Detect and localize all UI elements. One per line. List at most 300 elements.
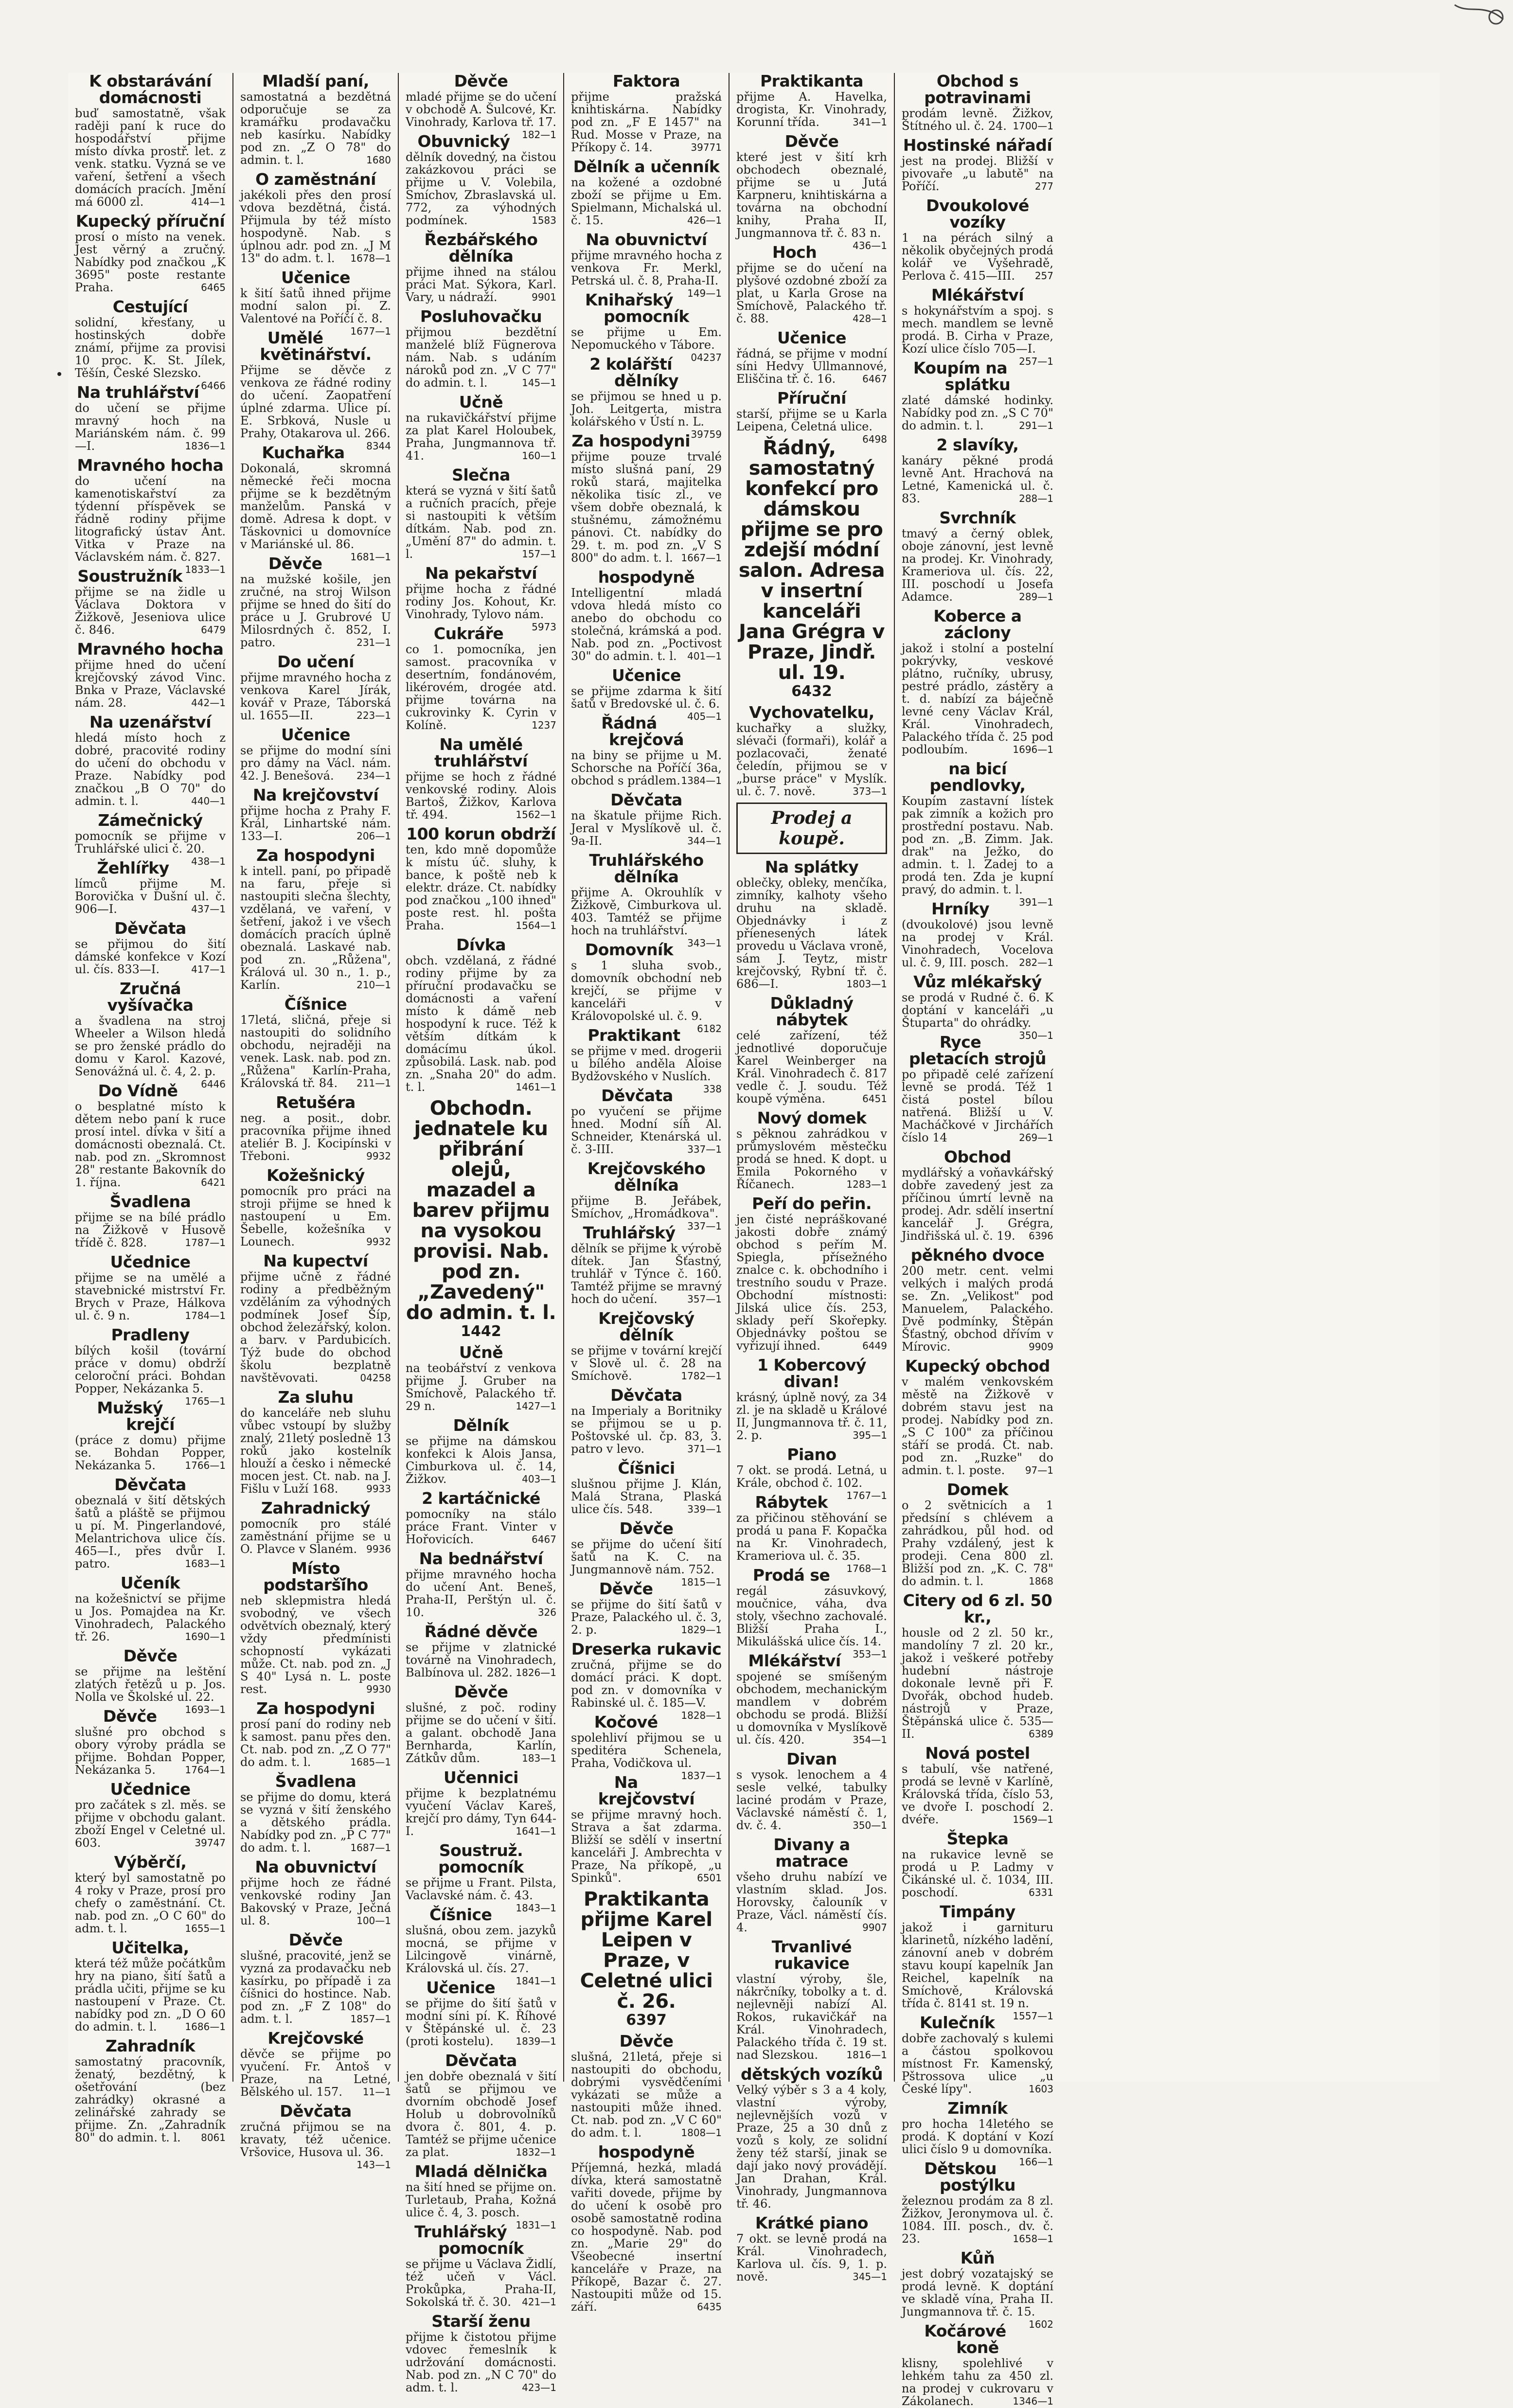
ad-text: samostatná a bezdětná odporučuje se za kramářku prodavačku neb kasírku. Nabídky pod zn. „Z O 78" do admin. t. l. 1680 xyxy=(240,90,391,167)
classified-ad xyxy=(406,736,556,821)
ad-text: přijme pražská knihtiskárna. Nabídky pod zn. „F E 1457" na Rud. Mosse v Praze, na Příkopy č. 14. 39771 xyxy=(571,90,722,154)
ad-code: 354—1 xyxy=(853,1734,887,1746)
ad-title: Na umělé truhlářství xyxy=(434,735,528,770)
ad-title: Děvčata xyxy=(114,919,186,938)
ad-code: 353—1 xyxy=(853,1648,887,1660)
ad-code: 04258 xyxy=(360,1372,391,1384)
ad-title: Za hospodyni xyxy=(571,431,691,450)
classified-ad xyxy=(571,1519,722,1588)
ad-title: Soustružník xyxy=(77,567,182,586)
ad-text: (dvoukolové) jsou levně na prodej v Král. Vinohradech, Vocelova ul. č. 9, III. posch. 282—1 xyxy=(902,918,1053,969)
ad-code: 143—1 xyxy=(356,2159,391,2171)
ad-code: 289—1 xyxy=(1019,591,1053,603)
ad-text: která se vyzná v šití šatů a ručních pracích, přeje si nastoupiti k větším dítkám. Nab. pod zn. „Umění 87" do admin. t. l. 157—1 xyxy=(406,484,556,561)
ad-text: oblečky, obleky, menčíka, zimníky, kalhoty všeho druhu na skladě. Objednávky i z příenesených látek provedu u Václava vroně, sám J. Teytz, mistr krejčovský, Rybní tř. č. 686—I. 1803—1 xyxy=(736,876,887,991)
ad-code: 423—1 xyxy=(522,2382,556,2393)
ad-columns xyxy=(68,71,1440,2408)
ad-code: 414—1 xyxy=(191,196,226,208)
ad-title: Koupím na splátku xyxy=(913,358,1011,394)
ad-code: 231—1 xyxy=(356,637,391,648)
classified-ad xyxy=(75,860,226,915)
ad-code: 421—1 xyxy=(522,2296,556,2308)
ad-title: Děvče xyxy=(123,1646,178,1665)
ad-code: 1677—1 xyxy=(350,325,391,337)
ad-title: Za hospodyni xyxy=(256,1699,375,1718)
ad-title: K obstarávání domácnosti xyxy=(89,71,212,107)
ad-text: starší, přijme se u Karla Leipena, Celetná ulice. 6498 xyxy=(736,407,887,445)
ad-title: Na splátky xyxy=(765,857,859,876)
classified-ad xyxy=(240,268,391,337)
ad-text: pomocník se přijme v Truhlářské ulici č. 20. 438—1 xyxy=(75,829,226,867)
ad-title: Posluhovačku xyxy=(420,307,542,326)
ad-code: 1816—1 xyxy=(846,2049,887,2061)
ad-code: 6466 xyxy=(201,380,226,392)
ad-code: 1687—1 xyxy=(350,1842,391,1854)
ad-title: Děvče xyxy=(454,1682,508,1701)
ad-title: Rábytek xyxy=(755,1493,828,1512)
ad-text: na kožešnictví se přijme u Jos. Pomajdea na Kr. Vinohradech, Palackého tř. 26. 1690—1 xyxy=(75,1592,226,1643)
classified-ad xyxy=(75,1854,226,1935)
ad-title: Děvčata xyxy=(601,1086,673,1105)
ad-text: se přijme do učení šití šatů na K. C. na Jungmannově nám. 752. 1815—1 xyxy=(571,1537,722,1588)
ad-text: jakékoli přes den prosí vdova bezdětná, čistá. Přijmula by též místo hospodyně. Nab. s úplnou adr. pod zn. „J M 13" do adm. t. l. 1678—1 xyxy=(240,188,391,265)
ad-code: 160—1 xyxy=(522,450,556,462)
ad-title: Na bednářství xyxy=(419,1549,543,1568)
classified-ad xyxy=(75,979,226,1090)
ad-title: Mladá dělnička xyxy=(414,2162,548,2181)
ad-title: Řádná krejčová xyxy=(601,713,684,749)
ad-text: slušnou přijme J. Klán, Malá Strana, Plaská ulice čís. 548. 339—1 xyxy=(571,1477,722,1516)
classified-ad xyxy=(902,2015,1053,2095)
torn-corner-mark xyxy=(1450,0,1508,44)
ad-code: 1700—1 xyxy=(1013,120,1053,132)
ad-text: pomocníky na stálo práce Frant. Vinter v Hořovicích. 6467 xyxy=(406,1507,556,1546)
ad-text: pro hocha 14letého se prodá. K doptání v Kozí ulici číslo 9 u domovníka. 166—1 xyxy=(902,2117,1053,2168)
ad-title: Mlékářství xyxy=(931,285,1024,304)
ad-code: 9901 xyxy=(532,291,556,303)
ad-title: Vychovatelku, xyxy=(749,703,874,722)
classified-ad xyxy=(736,389,887,445)
classified-ad xyxy=(406,1344,556,1412)
classified-ad xyxy=(240,787,391,842)
classified-ad xyxy=(75,384,226,452)
ad-code: 210—1 xyxy=(356,979,391,991)
ad-code: 1690—1 xyxy=(185,1631,226,1642)
ad-code: 100—1 xyxy=(356,1915,391,1926)
ad-title: Hostinské nářadí xyxy=(903,136,1052,155)
ad-title: Učně xyxy=(459,1343,503,1362)
classified-ad xyxy=(736,1357,887,1442)
classified-ad xyxy=(240,1389,391,1495)
ad-title: Truhlářský xyxy=(583,1223,676,1242)
ad-text: obch. vzdělaná, z řádné rodiny přijme by za příruční prodavačku se domácnosti a vaření místo k dámě neb hospodyní k ruce. Též k větším dítkám k domácímu úkol. způsobilá. Lask. nab. pod zn. „Snaha 20" do adm. t. l. 1461—1 xyxy=(406,954,556,1094)
classified-ad xyxy=(571,230,722,299)
ad-text: v malém venkovském městě na Žižkově v dobrém stavu jest na prodej. Nabídky pod zn. „S C 100" za příčinou stáří se prodá. Ct. nab. pod zn. „Ruzke" do admin. t. l. poste. 97—1 xyxy=(902,1375,1053,1477)
classified-ad xyxy=(902,1358,1053,1477)
classified-ad xyxy=(902,901,1053,969)
ad-text: 17letá, sličná, přeje si nastoupiti do solidního obchodu, nejraději na venek. Lask. nab. pod zn. „Růžena" Karlín-Praha, Královská tř. 84. 211—1 xyxy=(240,1013,391,1090)
ad-code: 1461—1 xyxy=(516,1081,556,1093)
classified-ad xyxy=(75,1194,226,1249)
ad-code: 1828—1 xyxy=(681,1710,722,1721)
ad-code: 234—1 xyxy=(356,770,391,782)
ad-title: Na krejčovství xyxy=(252,785,379,804)
classified-ad xyxy=(736,132,887,251)
ad-code: 6451 xyxy=(862,1093,887,1105)
ad-code: 1857—1 xyxy=(350,2013,391,2025)
ad-code: 6331 xyxy=(1029,1887,1053,1898)
ad-text: přijme hoch ze řádné venkovské rodiny Jan Bakovský v Praze, Ječná ul. 8. 100—1 xyxy=(240,1876,391,1927)
ad-code: 1766—1 xyxy=(185,1460,226,1471)
ad-text: přijme učně z řádné rodiny a předběžným vzděláním za výhodných podmínek Josef Šíp, obchod železářský, kolon. a barv. v Pardubicích. Týž bude do obchod školu bezplatně navštěvovati. 04258 xyxy=(240,1270,391,1385)
classified-ad xyxy=(406,394,556,462)
ad-title: Domovník xyxy=(585,940,674,959)
ad-code: 1808—1 xyxy=(681,2127,722,2139)
classified-ad xyxy=(240,847,391,991)
ad-text: jest na prodej. Bližší v pivovaře „u labutě" na Poříčí. 277 xyxy=(902,154,1053,193)
ad-code: 9907 xyxy=(862,1922,887,1933)
ad-title: Krejčovský dělník xyxy=(598,1309,694,1344)
ad-title: Citery od 6 zl. 50 kr., xyxy=(903,1591,1052,1626)
ad-code: 8061 xyxy=(201,2132,226,2143)
section-banner: Prodej a koupě. xyxy=(736,803,887,854)
ad-title: Soustruž. pomocník xyxy=(438,1841,524,1876)
ad-title: Děvče xyxy=(103,1707,157,1726)
ad-text: přijme k čistotou přijme vdovec řemeslník k udržování domácnosti. Nab. pod zn. „N C 70" do adm. t. l. 423—1 xyxy=(406,2330,556,2394)
ad-text: co 1. pomocníka, jen samost. pracovníka v desertním, fondánovém, likérovém, drogée atd. přijme továrna na cukrovinky K. Cyrin v Kolíně. 1237 xyxy=(406,642,556,732)
ad-column xyxy=(564,71,730,2314)
classified-ad xyxy=(75,297,226,392)
ad-text: přijme B. Jeřábek, Smíchov, „Hromádkova". 337—1 xyxy=(571,1194,722,1232)
ad-text: na šití hned se přijme on. Turletaub, Praha, Kožná ulice č. 4, 3. posch. 1831—1 xyxy=(406,2180,556,2231)
ad-code: 371—1 xyxy=(687,1443,722,1455)
ad-title: Učennici xyxy=(444,1768,518,1787)
ad-title: Umělé květinářství. xyxy=(260,328,372,364)
ad-code: 182—1 xyxy=(522,129,556,141)
ad-code: 223—1 xyxy=(356,710,391,721)
classified-ad xyxy=(571,1159,722,1232)
ad-code: 9932 xyxy=(366,1236,391,1248)
classified-ad xyxy=(240,654,391,722)
ad-code: 39771 xyxy=(691,142,722,153)
ad-text: přijme A. Okrouhlík v Žižkově, Cimburkova ul. 403. Tamtéž se přijme hoch na truhlářství. 343—1 xyxy=(571,886,722,949)
ad-text: dělník dovedný, na čistou zakázkovou práci se přijme u V. Volebila, Smíchov, Zbraslavská ul. 772, za výhodných podmínek. 1583 xyxy=(406,150,556,227)
ad-text: regál zásuvkový, moučnice, váha, dva stoly, všechno zachovalé. Bližší Praha I., Mikulášská ulice čís. 14. 353—1 xyxy=(736,1584,887,1660)
ad-text: se přijme do šití šatů v modní síni pí. K. Říhové v Štěpánské ul. č. 23 (proti kostelu). 1839—1 xyxy=(406,1997,556,2048)
ad-code: 1602 xyxy=(1029,2319,1053,2330)
ad-title: Učednice xyxy=(110,1252,191,1271)
ad-code: 291—1 xyxy=(1019,420,1053,431)
ad-code: 357—1 xyxy=(687,1293,722,1305)
classified-ad xyxy=(571,1640,722,1721)
ad-text: přijme hocha z řádné rodiny Jos. Kohout, Kr. Vinohrady, Tylovo nám. 5973 xyxy=(406,582,556,633)
ad-code: 1686—1 xyxy=(185,2021,226,2033)
ad-title: Obchod s potravinami xyxy=(924,71,1031,107)
ad-text: řádná, se přijme v modní síni Hedvy Ullmannové, Eliščina tř. č. 16. 6467 xyxy=(736,347,887,386)
ad-text: Koupím zastavní lístek pak zimník a kožich pro prostřední postavu. Nab. pod zn. „B. Zimm. Jak. drak" na Ježko, do admin. t. l. Zadej to a prodá ten. Zda je kupní pravý, do admin. t. l. 391—1 xyxy=(902,794,1053,908)
ad-code: 282—1 xyxy=(1019,957,1053,968)
classified-ad xyxy=(571,159,722,227)
ad-title: Trvanlivé rukavice xyxy=(771,1937,852,1973)
ad-title: Faktora xyxy=(612,71,680,90)
ad-code: 1693—1 xyxy=(185,1704,226,1715)
classified-ad xyxy=(571,792,722,847)
classified-ad xyxy=(571,2144,722,2313)
ad-text: s pěknou zahrádkou v průmyslovém městečku prodá se hned. K dopt. u Emila Pokorného v Říčanech. 1283—1 xyxy=(736,1127,887,1191)
ad-text: přijme pouze trvalé místo slušná paní, 29 roků stará, majitelka několika tisíc zl., ve všem dobře obeznalá, k stušnému, zámožnému pánovi. Ct. nabídky do 29. t. m. pod zn. „V S 800" do adm. t. l. 1667—1 xyxy=(571,450,722,565)
ad-text: samostatný pracovník, ženatý, bezdětný, k ošetřování (bez zahrádky) okrasné a zelinářské zahrady se přijme. Zn. „Zahradník 80" do admin. t. l. 8061 xyxy=(75,2055,226,2144)
ad-code: 1641—1 xyxy=(516,1825,556,1837)
ad-text: přijme se na židle u Václava Doktora v Žižkově, Jeseniova ulice č. 846. 6479 xyxy=(75,585,226,637)
ad-text: se přijme do modní síni pro dámy na Václ. nám. 42. J. Benešová. 234—1 xyxy=(240,744,391,783)
ad-title: Na obuvnictví xyxy=(586,230,707,249)
ad-title: Praktikanta xyxy=(760,71,863,90)
ad-title: Kůň xyxy=(960,2248,995,2267)
classified-ad xyxy=(736,1566,887,1660)
ad-text: mydlářský a voňavkářský dobře zavedený jest za příčinou úmrtí levně na prodej. Adr. sdělí insertní kancelář J. Grégra, Jindřišská ul. č. 19. 6396 xyxy=(902,1166,1053,1243)
classified-ad xyxy=(240,1932,391,2025)
ad-code: 6467 xyxy=(862,373,887,385)
ad-title: Cukráře xyxy=(433,624,504,643)
ad-title: Číšnice xyxy=(429,1905,492,1924)
classified-ad xyxy=(571,1460,722,1516)
ad-text: s 1 sluha svob., domovník obchodní neb krejčí, se přijme v kanceláři v Královopolské ul. č. 9. 6182 xyxy=(571,959,722,1035)
ad-title: Děvčata xyxy=(610,1386,682,1405)
ad-code: 1583 xyxy=(532,214,556,226)
classified-ad xyxy=(406,1098,556,1339)
ad-code: 6501 xyxy=(697,1872,722,1884)
ad-title: Piano xyxy=(787,1445,837,1464)
ad-title: Děvče xyxy=(784,132,839,151)
ad-text: Intelligentní mladá vdova hledá místo co anebo do obchodu co stolečná, krámská a pod. Nab. pod zn. „Poctivost 30" do admin. t. l. 401—1 xyxy=(571,586,722,663)
ad-code: 373—1 xyxy=(853,785,887,797)
classified-ad xyxy=(571,290,722,363)
ad-text: přijme se do učení na plyšové ozdobné zboží za plat, u Karla Grose na Smíchově, Palackého tř. č. 88. 428—1 xyxy=(736,261,887,325)
ad-code: 6396 xyxy=(1029,1230,1053,1242)
ad-text: se přijme v zlatnické továrně na Vinohradech, Balbínova ul. 282. 1826—1 xyxy=(406,1641,556,1679)
classified-ad xyxy=(571,433,722,564)
ad-title: Dreserka rukavic xyxy=(571,1640,722,1659)
classified-ad xyxy=(736,1939,887,2061)
classified-ad xyxy=(75,1325,226,1407)
ad-code: 1696—1 xyxy=(1013,744,1053,755)
ad-text: za přičinou stěhování se prodá u pana F. Kopačka na Kr. Vinohradech, Krameriova ul. č. 35. 1768—1 xyxy=(736,1511,887,1574)
ad-title: Důkladný nábytek xyxy=(770,994,854,1029)
ad-code: 1427—1 xyxy=(516,1400,556,1412)
ad-column xyxy=(68,71,233,2144)
ad-title: 2 kolářští dělníky xyxy=(589,355,679,390)
ad-title: Mužský krejčí xyxy=(97,1398,175,1434)
classified-ad xyxy=(571,1225,722,1305)
ad-text: jakož i garnituru klarinetů, nízkého ladění, zánovní aneb v dobrém stavu koupí kapelník Jan Reichel, kapelník na Smíchově, Královská třída č. 8141 st. 19 n. 1557—1 xyxy=(902,1921,1053,2022)
ad-title: Hrníky xyxy=(931,899,990,918)
classified-ad xyxy=(406,625,556,731)
ad-title: Truhlářského dělníka xyxy=(589,851,704,886)
ad-text: po připadě celé zařízení levně se prodá. Též 1 čistá postel bílou natřená. Bližší u V. Macháčkové v Jirchářích číslo 14 269—1 xyxy=(902,1068,1053,1144)
classified-ad xyxy=(902,2099,1053,2168)
ad-code: 6432 xyxy=(791,683,832,700)
ad-title: Příruční xyxy=(777,389,846,408)
ad-code: 1764—1 xyxy=(185,1764,226,1776)
ad-code: 9909 xyxy=(1029,1341,1053,1353)
ad-text: jen dobře obeznalá v šití šatů se přijmou ve dvorním obchodě Josef Holub u dobrovolníků dvora č. 801, 4. p. Tamtéž se přijme učenice za plat. 1832—1 xyxy=(406,2069,556,2159)
ad-title: Na obuvnictví xyxy=(255,1857,376,1876)
ad-text: buď samostatně, však raději paní k ruce do hospodářství přijme místo dívka prostř. let. z venk. statku. Vyzná se ve vaření, šetření a všech domácích pracích. Jmění má 6000 zl. 414—1 xyxy=(75,107,226,209)
ad-code: 1680 xyxy=(366,154,391,166)
classified-ad xyxy=(406,564,556,633)
ad-title: Děvče xyxy=(619,1519,674,1538)
classified-ad xyxy=(240,555,391,649)
ad-title: Děvče xyxy=(268,554,322,573)
classified-ad xyxy=(75,641,226,709)
ad-title: Štepka xyxy=(946,1829,1009,1848)
ad-code: 1557—1 xyxy=(1013,2010,1053,2022)
ad-title: Řádné děvče xyxy=(424,1622,538,1641)
classified-ad xyxy=(240,328,391,452)
ad-text: kanáry pěkné prodá levně Ant. Hrachová na Letné, Kamenická ul. č. 83. 288—1 xyxy=(902,454,1053,505)
ad-title: Do učení xyxy=(277,652,354,671)
ad-title: Cestující xyxy=(112,297,188,316)
ad-text: přijmou bezdětní manželé blíž Fügnerova nám. Nab. s udáním nároků pod zn. „V C 77" do admin. t. l. 145—1 xyxy=(406,325,556,390)
ad-title: Dělník a učenník xyxy=(573,157,720,176)
ad-text: s tabulí, vše natřené, prodá se levně v Karlíně, Královská třída, číslo 53, ve dvoře I. poschodí 2. dvéře. 1569—1 xyxy=(902,1762,1053,1826)
classified-ad xyxy=(736,859,887,990)
ad-text: na rukavice levně se prodá u P. Ladmy v Čikánské ul. č. 1034, III. poschodí. 6331 xyxy=(902,1848,1053,1899)
classified-ad xyxy=(240,1167,391,1248)
ad-text: se přijmou se hned u p. Joh. Leitgerta, mistra kolářského v Ústí n. L. 39759 xyxy=(571,390,722,440)
ad-text: přijme k bezplatnému vyučení Václav Kareš, krejčí pro dámy, Tyn 644-I. 1641—1 xyxy=(406,1786,556,1838)
ad-text: jen čisté nepráškované jakosti dobře známý obchod s peřím M. Spiegla, přísežného znalce c. k. obchodního i trestního soudu v Praze. Obchodní místnosti: Jilská ulice čís. 253, sklady peří Skořepky. Objednávky poštou se vyřizují ihned. 6449 xyxy=(736,1213,887,1353)
classified-ad xyxy=(75,568,226,636)
ad-title: Kupecký obchod xyxy=(905,1356,1050,1375)
ad-title: Učenice xyxy=(777,328,846,347)
classified-ad xyxy=(240,1560,391,1695)
ad-title: Kočárové koně xyxy=(924,2321,1006,2357)
ad-title: 100 korun obdrží xyxy=(406,824,556,843)
ad-code: 401—1 xyxy=(687,650,722,662)
ad-text: tmavý a černý oblek, oboje zánovní, jest levně na prodej. Kr. Vinohrady, Krameriova ul. čís. 22, III. poschodí u Josefa Adamce. 289—1 xyxy=(902,527,1053,604)
ad-code: 1868 xyxy=(1029,1575,1053,1587)
classified-ad xyxy=(902,360,1053,432)
ad-text: s vysok. lenochem a 4 sesle velké, tabulky laciné prodám v Praze, Václavské náměstí č. 1, dv. č. 4. 350—1 xyxy=(736,1768,887,1832)
ad-code: 1569—1 xyxy=(1013,1814,1053,1825)
classified-ad xyxy=(406,1841,556,1914)
ad-code: 9932 xyxy=(366,1150,391,1162)
ad-code: 1836—1 xyxy=(185,440,226,452)
ad-text: se přijme do domu, která se vyzná v šití ženského a dětského prádla. Nabídky pod zn. „P C 77" do adm. t. l. 1687—1 xyxy=(240,1790,391,1855)
classified-ad xyxy=(571,940,722,1035)
ad-title: Krejčovského dělníka xyxy=(587,1159,706,1195)
ad-text: přijme se na bílé prádlo na Žižkově v Husově třídě č. 828. 1787—1 xyxy=(75,1211,226,1249)
ad-code: 341—1 xyxy=(853,116,887,128)
classified-ad xyxy=(406,232,556,303)
ad-title: Kupecký příruční xyxy=(75,212,225,231)
classified-ad xyxy=(736,2066,887,2210)
ad-text: na rukavičkářství přijme za plat Karel Holoubek, Praha, Jungmannova tř. 41. 160—1 xyxy=(406,411,556,463)
ad-title: Zahradník xyxy=(105,2036,196,2055)
ad-text: se přijme zdarma k šití šatů v Bredovské ul. č. 6. 405—1 xyxy=(571,684,722,722)
ad-code: 149—1 xyxy=(687,287,722,299)
classified-ad xyxy=(571,1889,722,2028)
ad-title: Starší ženu xyxy=(431,2312,531,2331)
ad-code: 04237 xyxy=(691,352,722,363)
ad-text: obeznalá v šití dětských šatů a pláště se přijmou u pí. M. Pingerlandové, Melantrichova ulice čís. 465—I., přes dvůr I. patro. 1683—1 xyxy=(75,1494,226,1570)
classified-ad xyxy=(571,1581,722,1636)
classified-ad xyxy=(736,1493,887,1574)
ad-code: 257 xyxy=(1034,270,1053,282)
ad-text: s hokynářstvím a spoj. s mech. mandlem se levně prodá. B. Cirha v Praze, Kozí ulice číslo 705—I. 257—1 xyxy=(902,304,1053,367)
ad-column xyxy=(895,71,1060,2408)
ad-code: 1815—1 xyxy=(681,1576,722,1588)
ad-code: 6449 xyxy=(862,1340,887,1352)
ad-code: 337—1 xyxy=(687,1143,722,1155)
classified-ad xyxy=(240,2030,391,2098)
ad-title: Prodá se xyxy=(752,1566,830,1585)
ad-text: slušná, obou zem. jazyků mocná, se přijme v Lilcingově vinárně, Královská ul. čís. 27. 1841—1 xyxy=(406,1924,556,1987)
ad-code: 1562—1 xyxy=(516,809,556,821)
ad-title: Do Vídně xyxy=(98,1081,178,1100)
ad-title: Děvčata xyxy=(610,790,682,809)
classified-ad xyxy=(406,1905,556,1987)
ad-text: přijme se na umělé a stavebnické mistrství Fr. Brych v Praze, Hálkova ul. č. 9 n. 1784—1 xyxy=(75,1271,226,1322)
ad-code: 11—1 xyxy=(362,2086,391,2098)
classified-ad xyxy=(736,73,887,128)
ad-text: Velký výběr s 3 a 4 koly, vlastní výroby, nejlevnějších vozů v Praze, 25 a 30 dnů z vozů s koly, ze solidní ženy též starší, jinak se dají jako nový provádějí. Jan Drahan, Král. Vinohrady, Jungmannova tř. 46. xyxy=(736,2083,887,2211)
classified-ad xyxy=(406,1769,556,1837)
ad-code: 288—1 xyxy=(1019,493,1053,504)
ad-code: 39747 xyxy=(195,1837,226,1849)
ad-title: Učenice xyxy=(426,1978,496,1997)
ad-title: Švadlena xyxy=(275,1772,356,1791)
ad-code: 183—1 xyxy=(522,1752,556,1764)
classified-ad xyxy=(406,1623,556,1679)
ad-text: slušné pro obchod s obory výroby prádla se přijme. Bohdan Popper, Nekázanka 5. 1764—1 xyxy=(75,1725,226,1777)
ad-text: Příjemná, hezká, mladá dívka, která samostatně vařiti dovede, přijme by do učení k osobě pro osobě samostatně rodina co hospodyně. Nab. pod zn. „Marie 29" do Všeobecné insertní kanceláře v Praze, na Příkopě, Bazar č. 27. Nastoupiti může od 15. září. 6435 xyxy=(571,2161,722,2314)
ad-code: 1767—1 xyxy=(846,1490,887,1501)
ad-text: se přijme v tovární krejčí v Slově ul. č. 28 na Smíchově. 1782—1 xyxy=(571,1344,722,1383)
ad-title: Mravného hocha xyxy=(77,640,224,659)
ad-text: které jest v šití krh obchodech obeznalé, přijme se u Jutá Karpneru, knihtiskárna a továrna na obchodní knihy, Praha II, Jungmannova tř. č. 83 n. 436—1 xyxy=(736,150,887,251)
ad-code: 5973 xyxy=(532,621,556,633)
ad-title: Krátké piano xyxy=(755,2213,869,2232)
classified-ad xyxy=(406,2162,556,2231)
ad-code: 6446 xyxy=(201,1078,226,1090)
ad-text: se přijme na dámskou konfekci k Alois Jansa, Cimburkova ul. č. 14, Žižkov. 403—1 xyxy=(406,1434,556,1486)
classified-ad xyxy=(406,467,556,560)
ad-title: Divany a matrace xyxy=(773,1835,850,1871)
classified-ad xyxy=(736,2215,887,2283)
classified-ad xyxy=(406,1490,556,1546)
ad-title: Na pekařství xyxy=(425,564,537,583)
ad-code: 1283—1 xyxy=(846,1178,887,1190)
classified-ad xyxy=(75,1575,226,1643)
ad-text: do učení se přijme mravný hoch na Mariánském nám. č. 99—I. 1836—1 xyxy=(75,401,226,453)
ad-code: 1683—1 xyxy=(185,1558,226,1570)
classified-ad xyxy=(902,1034,1053,1144)
ad-title: Děvče xyxy=(599,1579,653,1598)
ad-title: Učenice xyxy=(612,666,681,685)
ad-title: Dětskou postýlku xyxy=(924,2159,1015,2194)
ad-text: na škatule přijme Rich. Jeral v Myslíkově ul. č. 9a-II. 344—1 xyxy=(571,809,722,848)
ad-code: 417—1 xyxy=(191,963,226,975)
ad-title: Místo podstarší̌ho xyxy=(263,1559,368,1594)
ad-code: 6421 xyxy=(201,1177,226,1188)
ad-text: krásný, úplně nový, za 34 zl. je na skladě u Králové II, Jungmannova tř. č. 11, 2. p. 395—1 xyxy=(736,1391,887,1442)
ad-code: 206—1 xyxy=(356,830,391,842)
ad-text: kuchařky a služky, slévači (formaři), kolář a pozlacovači, ženaté čeledín, přijmou se v „burse práce" v Myslík. ul. č. 7. nově. 373—1 xyxy=(736,721,887,798)
ad-title: Mlékářství xyxy=(748,1651,841,1670)
classified-ad xyxy=(902,137,1053,193)
